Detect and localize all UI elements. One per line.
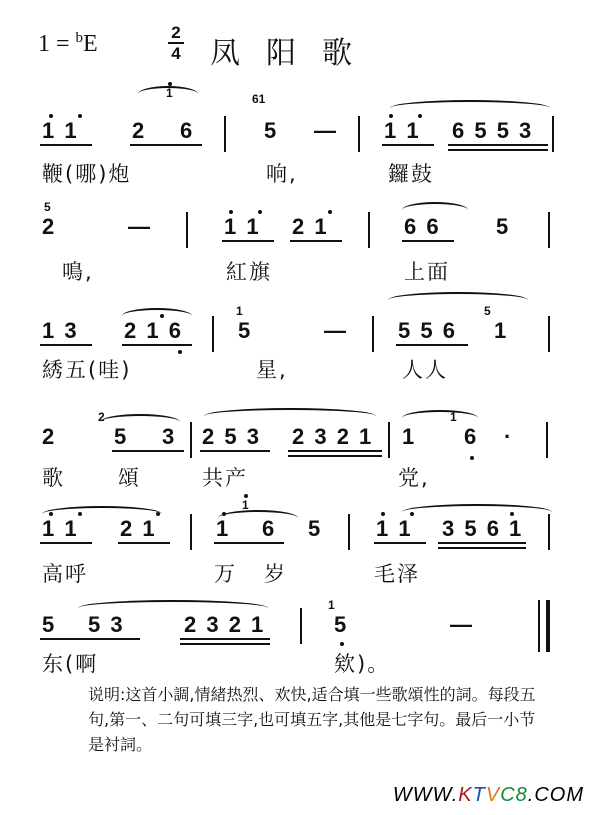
high-dot — [229, 210, 233, 214]
beam — [180, 638, 270, 640]
barline — [190, 422, 192, 458]
lyric: 响, — [266, 162, 298, 186]
high-dot — [222, 512, 226, 516]
lyric: 共产 — [202, 466, 248, 490]
note: 1 — [494, 318, 509, 343]
tie — [390, 100, 550, 116]
lyric: 人人 — [402, 358, 448, 382]
note: 5 — [334, 612, 349, 637]
lyric: 高呼 — [42, 562, 88, 586]
beam — [40, 144, 92, 146]
grace-note: 61 — [252, 92, 266, 106]
final-barline-thin — [538, 600, 540, 652]
watermark-t: T — [472, 784, 486, 806]
high-dot — [418, 114, 422, 118]
barline — [368, 212, 370, 248]
score-line-3 — [38, 296, 558, 396]
barline — [300, 608, 302, 644]
barline — [546, 422, 548, 458]
final-barline-thick — [546, 600, 550, 652]
grace-note: 1 — [242, 498, 249, 512]
note: 6 — [180, 118, 195, 143]
beam — [438, 547, 526, 549]
watermark-v: V — [485, 784, 501, 806]
note-group: 1 1 — [376, 516, 413, 541]
beam — [112, 450, 184, 452]
note: 2 — [42, 214, 57, 239]
grace-note: 2 — [98, 410, 105, 424]
grace-note: 1 — [236, 304, 243, 318]
watermark-c8: C8 — [500, 784, 528, 806]
note-group: 2 1 — [120, 516, 157, 541]
note-group: 6 6 — [404, 214, 441, 239]
grace-note: 5 — [44, 200, 51, 214]
grace-note: 1 — [166, 86, 173, 100]
low-dot — [178, 350, 182, 354]
note: 2 — [42, 424, 57, 449]
note-group: 1 1 — [224, 214, 261, 239]
high-dot — [168, 82, 172, 86]
note: 6 — [464, 424, 479, 449]
tie — [388, 292, 528, 308]
barline — [388, 422, 390, 458]
note: 1 — [402, 424, 417, 449]
lyric: 欸)。 — [334, 652, 391, 676]
high-dot — [49, 512, 53, 516]
high-dot — [156, 512, 160, 516]
time-signature-bottom: 4 — [171, 44, 181, 63]
beam — [374, 542, 426, 544]
barline — [224, 116, 226, 152]
barline — [548, 316, 550, 352]
score-line-1 — [38, 80, 558, 190]
time-signature-top: 2 — [171, 23, 181, 42]
score-line-2 — [38, 196, 558, 296]
dash: — — [324, 318, 348, 343]
beam — [40, 542, 92, 544]
lyric: 鳴, — [62, 260, 94, 284]
beam — [288, 450, 382, 452]
tie — [204, 408, 376, 424]
barline — [552, 116, 554, 152]
grace-note: 1 — [450, 410, 457, 424]
lyric: 綉五(哇) — [42, 358, 132, 382]
beam — [396, 344, 468, 346]
site-watermark — [393, 784, 584, 807]
note-group: 1 1 — [384, 118, 421, 143]
beam — [288, 455, 382, 457]
note-group: 2 1 — [292, 214, 329, 239]
note-group: 1 1 — [42, 516, 79, 541]
high-dot — [49, 114, 53, 118]
beam — [402, 240, 454, 242]
high-dot — [510, 512, 514, 516]
note: 6 — [262, 516, 277, 541]
explanation-note: 说明:这首小調,情緒热烈、欢快,适合填一些歌頌性的詞。每段五句,第一、二句可填三字,也可填五字,其他是七字句。最后一小节是衬詞。 — [88, 685, 536, 754]
note: 5 — [238, 318, 253, 343]
note: 5 — [114, 424, 129, 449]
barline — [548, 514, 550, 550]
augmentation-dot: · — [504, 424, 514, 449]
beam — [448, 149, 548, 151]
beam — [290, 240, 342, 242]
barline — [212, 316, 214, 352]
high-dot — [389, 114, 393, 118]
note-group: 1 3 — [42, 318, 79, 343]
beam — [118, 542, 170, 544]
note-group: 1 1 — [42, 118, 79, 143]
high-dot — [410, 512, 414, 516]
lyric: 上面 — [404, 260, 450, 284]
beam — [40, 344, 92, 346]
beam — [448, 144, 548, 146]
barline — [348, 514, 350, 550]
lyric: 万 — [214, 562, 237, 586]
score-line-6 — [38, 596, 558, 676]
high-dot — [160, 314, 164, 318]
beam — [222, 240, 274, 242]
watermark-suffix: .COM — [527, 784, 584, 806]
note-group: 2 5 3 — [202, 424, 261, 449]
beam — [130, 144, 202, 146]
watermark-k: K — [458, 784, 473, 806]
note: 5 — [496, 214, 511, 239]
lyric: 歌 — [42, 466, 65, 490]
key-note: E — [83, 31, 98, 57]
barline — [358, 116, 360, 152]
high-dot — [78, 512, 82, 516]
dash: — — [314, 118, 338, 143]
beam — [438, 542, 526, 544]
score-line-4 — [38, 404, 558, 504]
note: 5 — [42, 612, 57, 637]
beam — [122, 344, 192, 346]
note-group: 2 3 2 1 — [292, 424, 374, 449]
lyric: 紅旗 — [226, 260, 272, 284]
barline — [186, 212, 188, 248]
beam — [214, 542, 284, 544]
key-prefix: 1 = — [38, 31, 76, 57]
beam — [180, 643, 270, 645]
note-group: 2 3 2 1 — [184, 612, 266, 637]
barline — [372, 316, 374, 352]
high-dot — [78, 114, 82, 118]
lyric: 东(啊 — [42, 652, 99, 676]
lyric: 党, — [398, 466, 430, 490]
grace-note: 1 — [328, 598, 335, 612]
watermark-prefix: WWW. — [392, 784, 459, 806]
lyric: 頌 — [118, 466, 141, 490]
time-signature — [168, 24, 184, 62]
lyric: 毛泽 — [374, 562, 420, 586]
high-dot — [258, 210, 262, 214]
barline — [548, 212, 550, 248]
note-group: 2 1 6 — [124, 318, 183, 343]
note: 5 — [308, 516, 323, 541]
beam — [382, 144, 434, 146]
note-group: 5 5 6 — [398, 318, 457, 343]
high-dot — [328, 210, 332, 214]
lyric: 岁 — [264, 562, 287, 586]
note-group: 5 3 — [88, 612, 125, 637]
beam — [200, 450, 270, 452]
note-group: 3 5 6 1 — [442, 516, 524, 541]
flat-sign: b — [75, 30, 84, 46]
dash: — — [450, 612, 474, 637]
note: 2 — [132, 118, 147, 143]
low-dot — [340, 642, 344, 646]
note-group: 6 5 5 3 — [452, 118, 534, 143]
beam — [40, 638, 140, 640]
note: 3 — [162, 424, 177, 449]
grace-note: 5 — [484, 304, 491, 318]
lyric: 鑼鼓 — [388, 162, 434, 186]
lyric: 鞭(哪)炮 — [42, 162, 132, 186]
low-dot — [470, 456, 474, 460]
key-signature — [38, 30, 98, 58]
barline — [190, 514, 192, 550]
note: 1 — [216, 516, 231, 541]
score-line-5 — [38, 494, 558, 594]
high-dot — [381, 512, 385, 516]
dash: — — [128, 214, 152, 239]
high-dot — [244, 494, 248, 498]
note: 5 — [264, 118, 279, 143]
song-title: 凤阳歌 — [210, 36, 378, 71]
lyric: 星, — [256, 358, 288, 382]
